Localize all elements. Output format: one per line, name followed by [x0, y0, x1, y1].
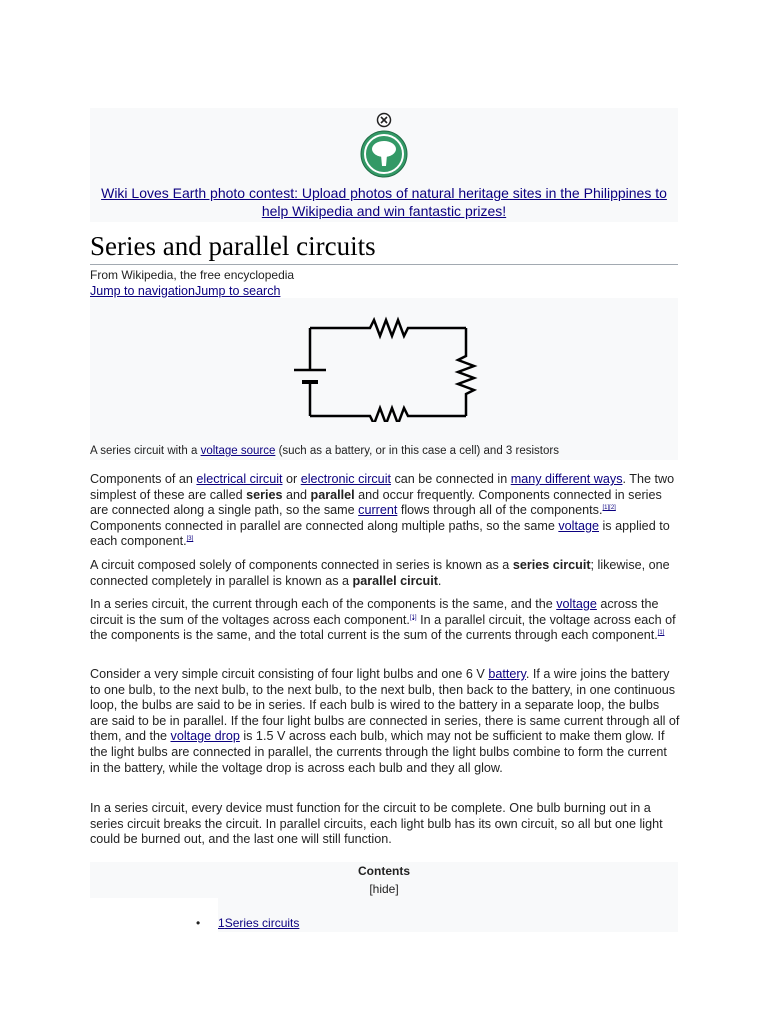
paragraph-light-bulbs: [90, 667, 680, 776]
voltage-drop-link[interactable]: voltage drop: [170, 729, 240, 744]
close-icon[interactable]: [376, 112, 392, 128]
many-different-ways-link[interactable]: many different ways: [510, 472, 623, 486]
voltage-link[interactable]: voltage: [558, 518, 599, 533]
series-circuit-diagram[interactable]: [290, 306, 480, 422]
bold-text: series: [246, 487, 283, 502]
text: In a series circuit, the current through each of the components is the same, and the: [90, 597, 557, 611]
toc-item-label[interactable]: Series circuits: [224, 916, 300, 930]
text: In a parallel circuit, the voltage across each of the components is the same, and the total current is the sum of the currents through each component.: [90, 612, 676, 643]
text: flows through all of the components.: [397, 503, 603, 518]
text: In a series circuit, every device must function for the circuit to be complete. One bulb burning out in a series circuit breaks the circuit. In parallel circuits, each light bulb has its own circuit, so all but one light could be burned out, and the last one will still function.: [90, 801, 663, 847]
text: . The two simplest of these are called: [90, 472, 675, 502]
text: and: [282, 487, 311, 502]
text: . If a wire joins the battery to one bulb, to the next bulb, to the next bulb, to the next bulb, then back to the battery, in one continuous loop, the bulbs are said to be in series. If each bulb is wired to the battery in a separate loop, the bulbs are said to be in parallel. If the four light bulbs are connected in series, there is same current through all of them, and the: [90, 667, 680, 744]
table-of-contents: [90, 862, 678, 932]
jump-to-search-link[interactable]: Jump to search: [194, 284, 281, 298]
reference-link[interactable]: [1]: [409, 614, 417, 621]
bold-text: parallel circuit: [352, 573, 438, 588]
page-subtitle: From Wikipedia, the free encyclopedia: [90, 268, 295, 282]
wiki-loves-earth-logo-icon: [360, 130, 408, 178]
caption-text: A series circuit with a: [90, 445, 201, 457]
text: Components connected in parallel are connected along multiple paths, so the same: [90, 518, 559, 533]
reference-link[interactable]: [3]: [186, 536, 194, 543]
text: can be connected in: [391, 472, 511, 486]
paragraph-device-function: [90, 801, 680, 848]
electronic-circuit-link[interactable]: electronic circuit: [300, 472, 391, 486]
text: ; likewise, one connected completely in parallel is known as a: [90, 558, 670, 588]
toc-item-series-circuits[interactable]: [196, 916, 300, 930]
text: .: [437, 573, 442, 588]
toc-item-number[interactable]: 1: [218, 916, 225, 930]
paragraph-definition: [90, 558, 680, 589]
toc-hide-toggle[interactable]: [hide]: [369, 882, 399, 896]
bullet-icon: •: [196, 916, 201, 930]
toc-title: Contents: [358, 864, 410, 878]
text: is applied to each component.: [90, 518, 670, 549]
bold-text: parallel: [310, 487, 355, 502]
paragraph-intro: [90, 472, 680, 550]
text: or: [282, 472, 301, 486]
reference-link[interactable]: [1][2]: [602, 505, 616, 511]
battery-link[interactable]: battery: [488, 667, 526, 681]
text: A circuit composed solely of components connected in series is known as a: [90, 558, 513, 572]
current-link[interactable]: current: [358, 503, 398, 518]
voltage-source-link[interactable]: voltage source: [200, 445, 276, 457]
jump-to-navigation-link[interactable]: Jump to navigation: [90, 284, 195, 298]
paragraph-current-voltage: [90, 597, 680, 644]
electrical-circuit-link[interactable]: electrical circuit: [196, 472, 283, 486]
caption-text: (such as a battery, or in this case a cell) and 3 resistors: [275, 445, 559, 457]
page-title: Series and parallel circuits: [90, 228, 678, 265]
text: across the circuit is the sum of the voltages across each component.: [90, 597, 659, 627]
text: and occur frequently. Components connected in series are connected along a single path, so the same: [90, 487, 662, 518]
circuit-figure: [90, 298, 678, 460]
text: is 1.5 V across each bulb, which may not be sufficient to make them glow. If the light bulbs are connected in parallel, the currents through the light bulbs combine to form the current in the battery, while the voltage drop is across each bulb and they all glow.: [90, 729, 667, 775]
banner-contest-link[interactable]: Wiki Loves Earth photo contest: Upload photos of natural heritage sites in the Philippines to help Wikipedia and win fantastic prizes!: [101, 185, 667, 219]
figure-caption: [90, 444, 559, 458]
bold-text: series circuit: [512, 558, 591, 572]
text: Consider a very simple circuit consisting of four light bulbs and one 6 V: [90, 667, 489, 681]
campaign-banner: [90, 108, 678, 222]
reference-link[interactable]: [1]: [657, 630, 665, 636]
voltage-link[interactable]: voltage: [556, 597, 597, 611]
jump-links: [90, 283, 280, 299]
toc-header: [90, 862, 678, 898]
text: Components of an: [90, 472, 197, 486]
